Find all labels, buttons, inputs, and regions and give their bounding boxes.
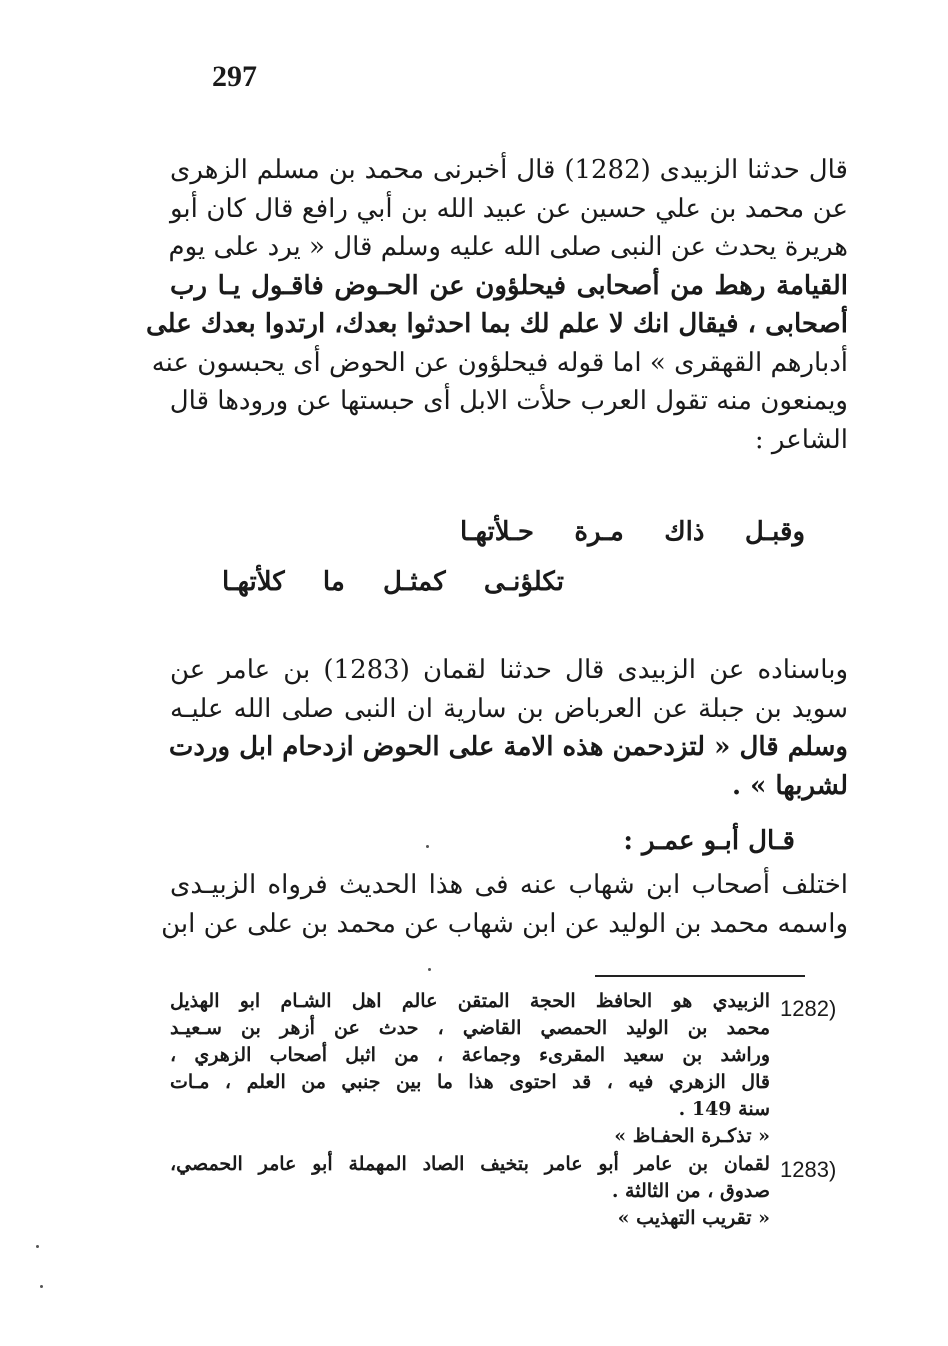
footnote-number: 1283) — [780, 1157, 837, 1182]
footnote-source: « تقريب التهذيب » — [617, 1207, 770, 1229]
footnote-1283 — [170, 1151, 770, 1232]
footnote-line: محمد بن الوليد الحمصي القاضي ، حدث عن أزهر بن سـعيـد — [170, 1017, 770, 1039]
paragraph-2-line: وباسناده عن الزبيدى قال حدثنا لقمان (1283) بن عامر عن — [170, 655, 848, 685]
footnote-1282 — [170, 988, 770, 1150]
paragraph-2-line: وسلم قال « لتزدحمن هذه الامة على الحوض ازدحام ابل وردت — [168, 732, 848, 762]
paragraph-1-line: عن محمد بن علي حسين عن عبيد الله بن أبي رافع قال كان أبو — [170, 193, 848, 224]
footnote-line: وراشد بن سعيد المقرىء وجماعة ، من اثبل أصحاب الزهري ، — [170, 1044, 770, 1066]
paragraph-1-line: الشاعر : — [754, 424, 848, 455]
paragraph-1 — [146, 151, 848, 459]
paragraph-1-line: أدبارهم القهقرى » اما قوله فيحلؤون عن الحوض أى يحبسون عنه — [151, 347, 848, 378]
section-heading: قـال أبـو عمـر : — [623, 826, 795, 856]
footnote-line: سنة 149 . — [678, 1098, 770, 1120]
footnote-line: لقمان بن عامر أبو عامر بتخيف الصاد المهملة أبو عامر الحمصي، — [170, 1153, 770, 1175]
scan-speck — [40, 1285, 43, 1288]
paragraph-2-line: سويد بن جبلة عن العرباض بن سارية ان النبى صلى الله عليـه — [170, 693, 848, 724]
footnote-separator — [595, 975, 805, 977]
paragraph-1-line: هريرة يحدث عن النبى صلى الله عليه وسلم قال « يرد على يوم — [168, 232, 848, 262]
poem-line-1: وقبـل ذاك مـرة حـلأتهـا — [460, 517, 805, 547]
paragraph-1-line: أصحابى ، فيقال انك لا علم لك بما احدثوا بعدك، ارتدوا بعدك على — [146, 309, 848, 339]
paragraph-3-line: اختلف أصحاب ابن شهاب عنه فى هذا الحديث فرواه الزبيـدى — [170, 870, 848, 900]
paragraph-1-line: قال حدثنا الزبيدى (1282) قال أخبرنى محمد بن مسلم الزهرى — [170, 155, 848, 185]
scan-speck — [36, 1245, 39, 1248]
paragraph-3-line: واسمه محمد بن الوليد عن ابن شهاب عن محمد بن على عن ابن — [161, 908, 848, 939]
poem-line-2: تكلؤنـى كمثـل ما كلأتهـا — [222, 567, 564, 597]
footnote-line: صدوق ، من الثالثة . — [611, 1180, 770, 1202]
paragraph-1-line: القيامة رهط من أصحابى فيحلؤون عن الحـوض فاقـول يـا رب — [170, 270, 848, 301]
footnote-number: 1282) — [780, 996, 837, 1021]
paragraph-2-line: لشربها » . — [731, 770, 848, 801]
paragraph-3 — [161, 866, 848, 943]
scan-speck — [426, 845, 429, 848]
page-number: 297 — [212, 60, 257, 93]
footnote-line: قال الزهري فيه ، قد احتوى هذا ما بين جنبي من العلم ، مـات — [170, 1071, 770, 1093]
paragraph-2 — [170, 651, 848, 805]
scan-speck — [428, 968, 431, 971]
footnote-source: « تذكـرة الحفـاظ » — [614, 1125, 770, 1147]
paragraph-1-line: ويمنعون منه تقول العرب حلأت الابل أى حبستها عن ورودها قال — [169, 386, 848, 416]
footnote-line: الزبيدي هو الحافظ الحجة المتقن عالم اهل الشـام ابو الهذيل — [170, 990, 770, 1012]
